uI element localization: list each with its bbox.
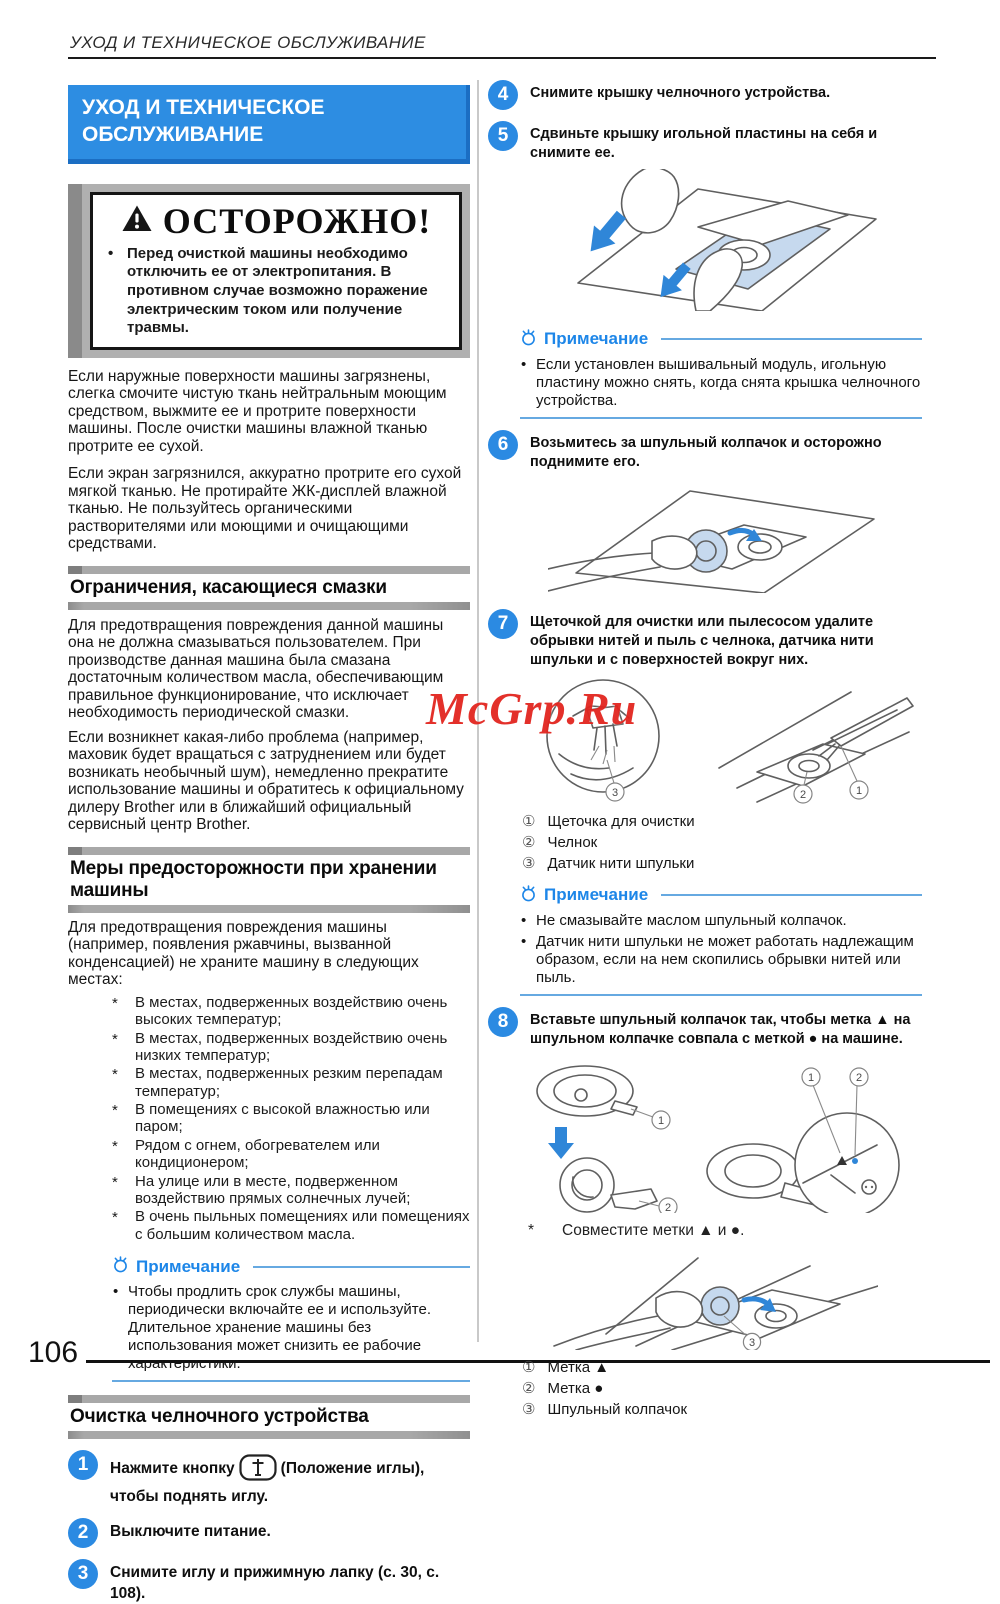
page-number: 106 xyxy=(28,1336,79,1369)
storage-list xyxy=(68,994,470,1243)
note-underline xyxy=(112,1380,470,1382)
legend-label: Щеточка для очистки xyxy=(547,812,695,830)
warning-icon xyxy=(121,200,153,242)
note-item: • Чтобы продлить срок службы машины, периодически включайте ее и используйте. Длительное хранение машины без использования может снизить ее рабочие характеристики. xyxy=(112,1283,470,1373)
illustration-insert-bobbin-case xyxy=(488,1246,938,1355)
storage-intro: Для предотвращения повреждения машины (например, появления ржавчины, вызванной конденсацией) не храните машину в следующих местах: xyxy=(68,918,419,989)
legend-marks xyxy=(488,1358,938,1418)
running-header: УХОД И ТЕХНИЧЕСКОЕ ОБСЛУЖИВАНИЕ xyxy=(70,33,426,52)
callout-3: 3 xyxy=(611,786,619,799)
align-note-text: Совместите метки ▲ и ●. xyxy=(562,1221,745,1239)
storage-item: * В местах, подверженных воздействию очень низких температур; xyxy=(68,1030,470,1065)
illustration-align-marks xyxy=(488,1055,938,1218)
section-header-storage xyxy=(68,847,470,913)
section-bar xyxy=(68,1395,470,1403)
note-title: Примечание xyxy=(544,885,649,905)
step-number-badge: 6 xyxy=(488,430,518,460)
storage-item: * В помещениях с высокой влажностью или паром; xyxy=(68,1101,470,1136)
step-text: Сдвиньте крышку игольной пластины на себя и снимите ее. xyxy=(530,126,878,161)
step-number-badge: 2 xyxy=(68,1518,98,1548)
callout-1: 1 xyxy=(657,1114,665,1127)
step-row-5 xyxy=(488,121,938,163)
legend-label: Метка ▲ xyxy=(547,1358,610,1376)
section-bar xyxy=(68,847,470,855)
asterisk-marker xyxy=(528,1222,534,1240)
section-bar xyxy=(68,905,470,913)
body-paragraph: Если возникнет какая-либо проблема (например, маховик будет вращаться с затруднением или будет возникать необычный шум), немедленно прекратите использование машины и обратитесь к официальному дилеру Brother или в ближайший официальный сервисный центр Brother. xyxy=(68,728,464,834)
warning-item: • Перед очисткой машины необходимо отключить ее от электропитания. В противном случае возможно поражение электрическим током или получение травмы. xyxy=(105,245,447,338)
header-rule xyxy=(68,57,936,59)
step-number-badge: 7 xyxy=(488,609,518,639)
watermark: McGrp.Ru xyxy=(426,683,638,734)
note-box xyxy=(520,328,922,419)
legend-label: Метка ● xyxy=(547,1379,604,1397)
illustration-remove-plate-cover xyxy=(488,169,938,316)
note-item: • Датчик нити шпульки не может работать надлежащим образом, если на нем скопились обрывки нитей или пыль. xyxy=(520,933,922,987)
step-row-7 xyxy=(488,609,938,670)
needle-position-button-icon xyxy=(239,1454,277,1487)
note-underline xyxy=(520,994,922,996)
note-icon xyxy=(520,328,537,351)
legend-number: ② xyxy=(522,1379,536,1397)
section-title: Очистка челночного устройства xyxy=(70,1406,369,1428)
storage-item: * В местах, подверженных резким перепадам температур; xyxy=(68,1065,470,1100)
chapter-title-line1: УХОД И ТЕХНИЧЕСКОЕ xyxy=(82,96,325,119)
step-number-badge: 4 xyxy=(488,80,518,110)
note-box xyxy=(112,1255,470,1382)
step-text: Выключите питание. xyxy=(110,1523,271,1541)
right-column xyxy=(488,80,938,1418)
left-column xyxy=(68,85,470,1604)
step-text xyxy=(110,1450,470,1507)
step-number-badge: 1 xyxy=(68,1450,98,1480)
legend-cleaning xyxy=(488,812,938,872)
step-row-1 xyxy=(68,1450,470,1507)
storage-item: * На улице или в месте, подверженном воздействию прямых солнечных лучей; xyxy=(68,1173,470,1208)
chapter-title-line2: ОБСЛУЖИВАНИЕ xyxy=(82,122,264,146)
section-bar xyxy=(68,1431,470,1439)
section-header-cleaning xyxy=(68,1395,470,1439)
legend-row xyxy=(522,854,938,872)
callout-2: 2 xyxy=(799,788,807,801)
legend-row xyxy=(522,1379,938,1397)
legend-number: ③ xyxy=(522,854,536,872)
note-rule xyxy=(661,338,922,340)
step-number-badge: 5 xyxy=(488,121,518,151)
legend-number: ② xyxy=(522,833,536,851)
storage-item: * Рядом с огнем, обогревателем или кондиционером; xyxy=(68,1137,470,1172)
callout-2: 2 xyxy=(664,1201,672,1213)
legend-label: Датчик нити шпульки xyxy=(547,854,695,872)
note-rule xyxy=(253,1266,470,1268)
body-paragraph: Если наружные поверхности машины загрязнены, слегка смочите чистую ткань нейтральным моющим средством, выжмите ее и протрите поверхности машины. После очистки машины влажной тканью протрите ее сухой. xyxy=(68,367,447,455)
section-bar xyxy=(68,566,470,574)
illustration-lift-bobbin-case xyxy=(488,477,938,598)
warning-title: ОСТОРОЖНО! xyxy=(162,200,432,241)
note-item: • Не смазывайте маслом шпульный колпачок. xyxy=(520,912,922,930)
section-title: Меры предосторожности при хранении машины xyxy=(70,857,437,901)
legend-number: ① xyxy=(522,812,536,830)
storage-item: * В очень пыльных помещениях или помещениях с большим количеством масла. xyxy=(68,1208,470,1243)
step-row-8 xyxy=(488,1007,938,1049)
step1-post-text: (Положение иглы), чтобы поднять иглу. xyxy=(110,1460,425,1506)
step-number-badge: 3 xyxy=(68,1559,98,1589)
legend-number: ③ xyxy=(522,1400,536,1418)
section-bar xyxy=(68,602,470,610)
note-box xyxy=(520,884,922,996)
warning-box-inner xyxy=(90,192,462,350)
step-text: Возьмитесь за шпульный колпачок и осторожно поднимите его. xyxy=(530,434,882,470)
callout-3: 3 xyxy=(748,1336,756,1349)
note-icon xyxy=(112,1255,129,1278)
step-text: Щеточкой для очистки или пылесосом удалите обрывки нитей и пыль с челнока, датчика нити шпульки и с поверхностей вокруг них. xyxy=(530,614,874,669)
section-title: Ограничения, касающиеся смазки xyxy=(70,576,387,598)
note-title: Примечание xyxy=(136,1256,241,1276)
chapter-title-box xyxy=(68,85,470,164)
step-text: Вставьте шпульный колпачок так, чтобы метка ▲ на шпульном колпачке совпала с меткой ● на машине. xyxy=(530,1011,911,1047)
body-paragraph: Если экран загрязнился, аккуратно протрите его сухой мягкой тканью. Не протирайте ЖК-дисплей влажной тканью. Не пользуйтесь органическими растворителями или моющими и очищающими средствами. xyxy=(68,465,462,553)
step-number-badge: 8 xyxy=(488,1007,518,1037)
legend-row xyxy=(522,812,938,830)
step-text: Снимите крышку челночного устройства. xyxy=(530,85,831,101)
note-underline xyxy=(520,417,922,419)
callout-1: 1 xyxy=(855,784,863,797)
warning-title-row xyxy=(105,200,447,242)
callout-2: 2 xyxy=(855,1071,863,1084)
step-row-4 xyxy=(488,80,938,110)
body-paragraph: Для предотвращения повреждения данной машины она не должна смазываться пользователем. При производстве данная машина была смазана достаточным количеством масла, обеспечивающим правильное функционирование, что исключает необходимость периодической смазки. xyxy=(68,616,444,722)
note-rule xyxy=(661,894,922,896)
legend-row xyxy=(522,1358,938,1376)
storage-item: * В местах, подверженных воздействию очень высоких температур; xyxy=(68,994,470,1029)
step-row-2 xyxy=(68,1518,470,1548)
legend-row xyxy=(522,833,938,851)
step-row-6 xyxy=(488,430,938,472)
section-header-lubrication xyxy=(68,566,470,610)
step-row-3 xyxy=(68,1559,470,1603)
warning-box xyxy=(68,184,470,358)
note-title: Примечание xyxy=(544,329,649,349)
legend-label: Челнок xyxy=(547,833,598,851)
step1-pre-text: Нажмите кнопку xyxy=(110,1460,235,1478)
callout-1: 1 xyxy=(807,1071,815,1084)
note-item: • Если установлен вышивальный модуль, игольную пластину можно снять, когда снята крышка челночного устройства. xyxy=(520,356,922,410)
legend-label: Шпульный колпачок xyxy=(547,1400,688,1418)
note-icon xyxy=(520,884,537,907)
align-note xyxy=(488,1222,938,1240)
legend-number: ① xyxy=(522,1358,536,1376)
step-text: Снимите иглу и прижимную лапку (с. 30, с. 108). xyxy=(110,1564,440,1602)
